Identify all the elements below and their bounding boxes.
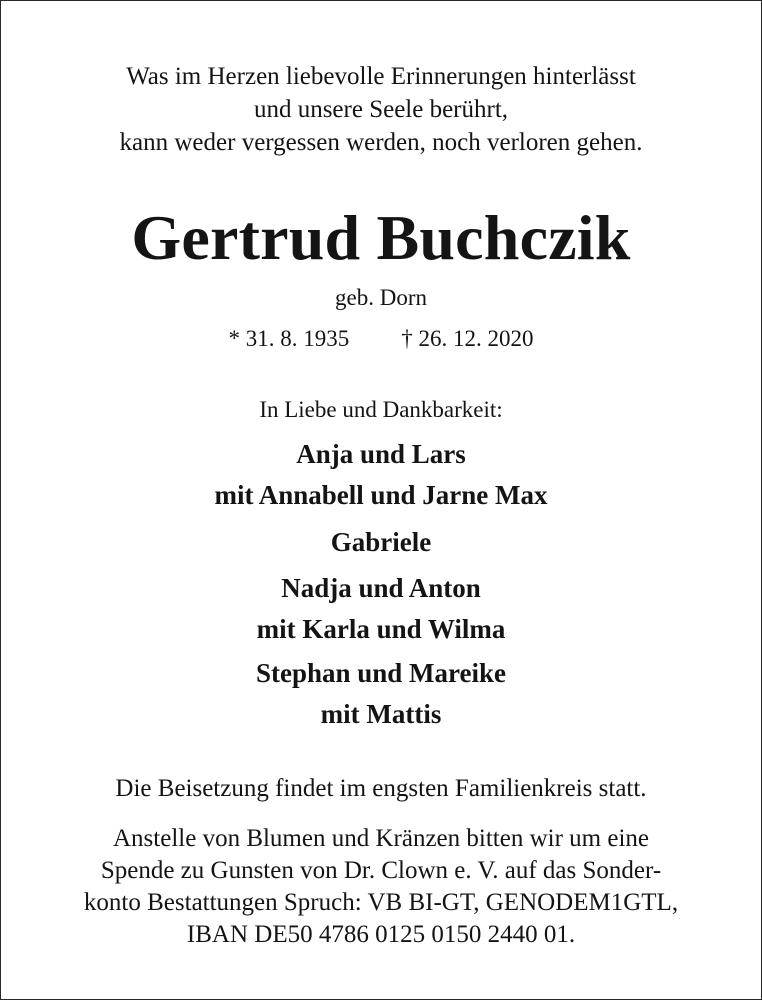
- death-date: † 26. 12. 2020: [401, 326, 534, 351]
- maiden-name: geb. Dorn: [335, 285, 427, 310]
- verse-line-2: und unsere Seele berührt,: [253, 96, 509, 123]
- donation-line-3: konto Bestattungen Spruch: VB BI-GT, GENODEM1GTL,: [83, 889, 679, 916]
- mourner-line: mit Karla und Wilma: [256, 614, 506, 644]
- life-dates: [1, 327, 761, 350]
- mourner-line: mit Annabell und Jarne Max: [214, 480, 548, 510]
- mourner-line: Stephan und Mareike: [255, 658, 507, 688]
- donation-line-1: Anstelle von Blumen und Kränzen bitten wir um eine: [113, 825, 649, 852]
- mourner-line: Anja und Lars: [296, 439, 466, 469]
- mourner-line: Nadja und Anton: [281, 573, 481, 603]
- mourner-line: Gabriele: [330, 527, 432, 557]
- verse-line-1: Was im Herzen liebevolle Erinnerungen hinterlässt: [126, 63, 636, 90]
- mourner-line: mit Mattis: [320, 699, 442, 729]
- birth-date: * 31. 8. 1935: [228, 326, 350, 351]
- burial-notice: Die Beisetzung findet im engsten Familienkreis statt.: [115, 775, 647, 802]
- donation-line-4: IBAN DE50 4786 0125 0150 2440 01.: [186, 921, 576, 948]
- deceased-name: Gertrud Buchczik: [131, 202, 631, 273]
- mourners-intro: In Liebe und Dankbarkeit:: [259, 397, 503, 422]
- donation-line-2: Spende zu Gunsten von Dr. Clown e. V. auf das Sonder-: [100, 857, 662, 884]
- verse-line-3: kann weder vergessen werden, noch verloren gehen.: [119, 129, 643, 156]
